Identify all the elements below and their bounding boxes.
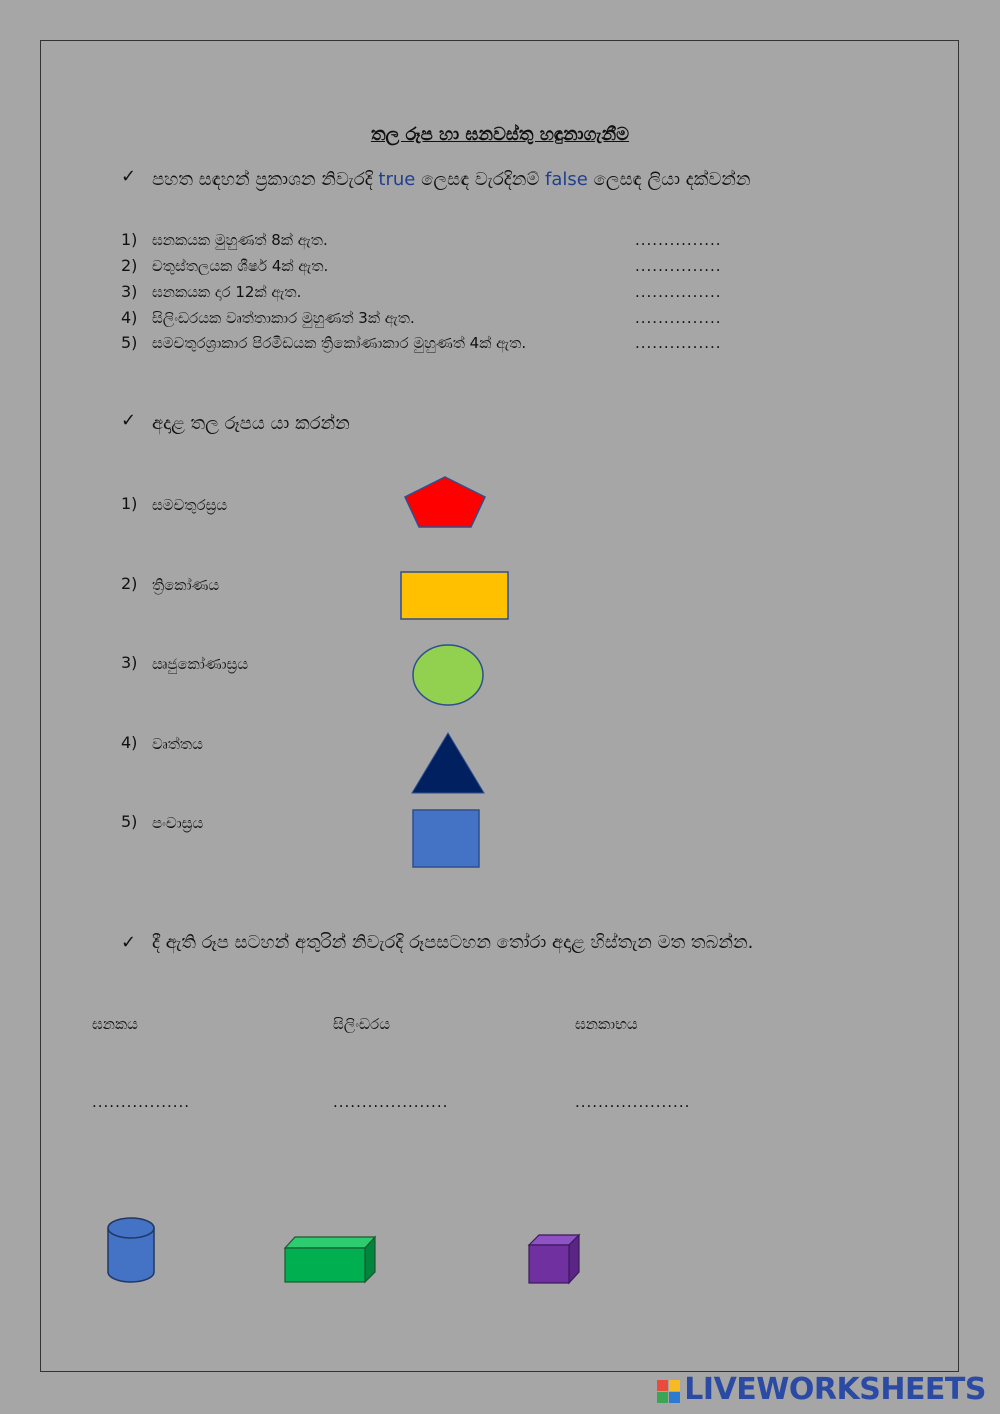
solid-label-cuboid: ඝනකාභය <box>575 1015 638 1033</box>
triangle-shape[interactable] <box>412 733 484 793</box>
cuboid-solid[interactable] <box>280 1232 380 1288</box>
answer-blank[interactable]: ............... <box>635 257 722 275</box>
shapes-column <box>395 470 515 880</box>
drop-target-cylinder[interactable]: .................... <box>333 1093 449 1111</box>
checkmark-icon: ✓ <box>121 166 137 187</box>
section3-instruction: දී ඇති රූප සටහන් අතුරින් නිවැරදි රූපසටහන තෝරා අදාළ හිස්තැන මත තබන්න. <box>152 932 754 953</box>
cube-solid[interactable] <box>524 1230 584 1288</box>
liveworksheets-logo <box>656 1372 986 1407</box>
question-text: ඝනකයක දාර 12ක් ඇත. <box>152 283 302 301</box>
question-number: 5) <box>121 333 138 352</box>
rectangle-shape[interactable] <box>401 572 508 619</box>
square-shape[interactable] <box>413 810 479 867</box>
match-label-square[interactable]: සමචතුරස්‍රය <box>152 496 228 514</box>
false-keyword: false <box>545 169 588 190</box>
circle-shape[interactable] <box>413 645 483 705</box>
true-keyword: true <box>378 169 416 190</box>
instruction-text: ලෙසඳ ලියා දක්වන්න <box>587 169 751 190</box>
liveworksheets-logo-icon <box>656 1378 682 1404</box>
drop-target-cube[interactable]: ................. <box>92 1093 191 1111</box>
section1-instruction <box>152 169 751 190</box>
match-label-triangle[interactable]: ත්‍රිකෝණය <box>152 576 220 594</box>
drop-target-cuboid[interactable]: .................... <box>575 1093 691 1111</box>
match-label-pentagon[interactable]: පංචාස්‍රය <box>152 814 204 832</box>
question-text: සිලිංඩරයක වෘත්තාකාර මුහුණත් 3ක් ඇත. <box>152 309 415 327</box>
solid-label-cube: ඝනකය <box>92 1015 138 1033</box>
question-text: ඝනකයක මුහුණත් 8ක් ඇත. <box>152 231 328 249</box>
match-label-rectangle[interactable]: ඍජුකෝණාස්‍රය <box>152 655 249 673</box>
checkmark-icon: ✓ <box>121 932 137 953</box>
question-text: සමචතුරශ්‍රාකාර පිරමීඩයක ත්‍රිකෝණාකාර මුහුණත් 4ක් ඇත. <box>152 334 527 352</box>
cylinder-solid[interactable] <box>100 1210 164 1292</box>
question-number: 4) <box>121 308 138 327</box>
pentagon-shape[interactable] <box>405 477 485 527</box>
question-number: 3) <box>121 282 138 301</box>
match-number: 3) <box>121 653 138 672</box>
answer-blank[interactable]: ............... <box>635 231 722 249</box>
answer-blank[interactable]: ............... <box>635 334 722 352</box>
match-number: 1) <box>121 494 138 513</box>
solid-label-cylinder: සිලිංඩරය <box>333 1015 391 1033</box>
instruction-text: ලෙසඳ වැරදිනම් <box>415 169 546 190</box>
match-number: 5) <box>121 812 138 831</box>
match-number: 2) <box>121 574 138 593</box>
instruction-text: පහත සඳහන් ප්‍රකාශන නිවැරදි <box>152 169 379 190</box>
cuboid-top-face <box>285 1237 375 1248</box>
match-label-circle[interactable]: වෘත්තය <box>152 735 203 753</box>
question-number: 1) <box>121 230 138 249</box>
question-text: චතුස්තලයක ශීර්ෂ 4ක් ඇත. <box>152 257 329 275</box>
match-number: 4) <box>121 733 138 752</box>
brand-text: LIVEWORKSHEETS <box>684 1372 986 1407</box>
worksheet-title: තල රූප හා ඝනවස්තු හඳුනාගැනීම <box>370 124 630 145</box>
section2-instruction: අදාළ තල රූපය යා කරන්න <box>152 413 350 434</box>
answer-blank[interactable]: ............... <box>635 309 722 327</box>
cylinder-top <box>108 1218 154 1238</box>
question-number: 2) <box>121 256 138 275</box>
checkmark-icon: ✓ <box>121 410 137 431</box>
cube-front-face <box>529 1245 569 1283</box>
answer-blank[interactable]: ............... <box>635 283 722 301</box>
cuboid-front-face <box>285 1248 365 1282</box>
